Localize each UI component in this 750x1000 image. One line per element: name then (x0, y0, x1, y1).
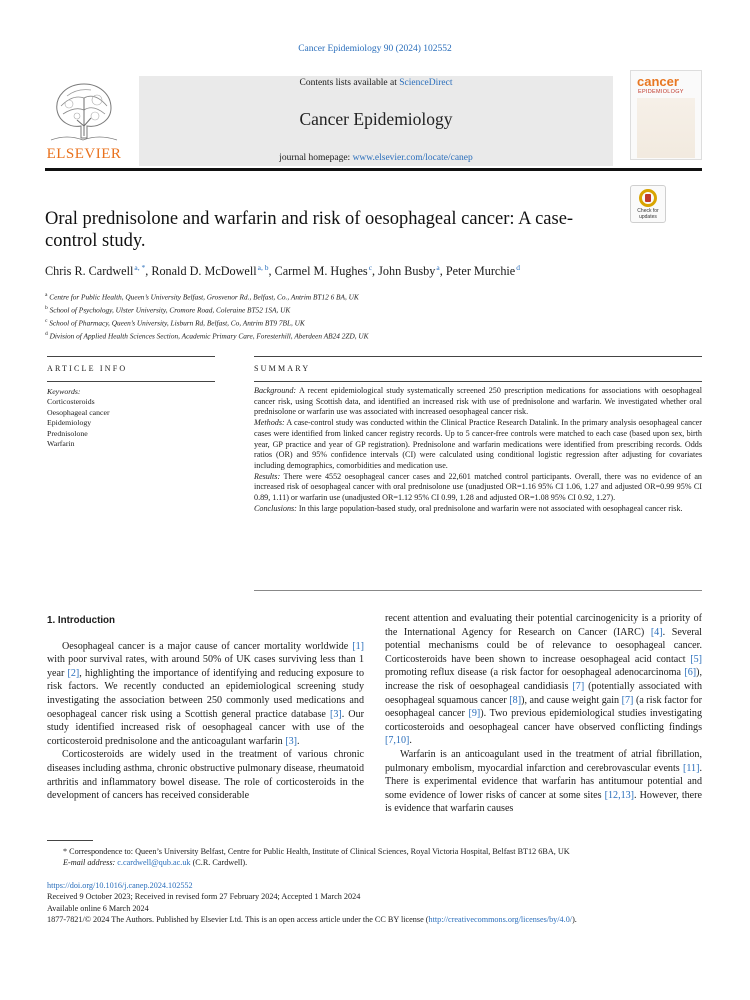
publication-info (47, 880, 707, 925)
correspondence-footnote (47, 846, 702, 869)
cover-title: cancer (637, 74, 679, 89)
bookmark-icon (639, 189, 657, 207)
paragraph-text: Oesophageal cancer is a major cause of cancer mortality worldwide (62, 640, 353, 652)
summary-top-rule (254, 356, 702, 357)
author-separator: , (439, 264, 446, 279)
citation-link[interactable]: [3] (329, 708, 342, 720)
summary-heading: SUMMARY (254, 364, 311, 373)
paragraph (47, 748, 364, 802)
footnote-marker: * (63, 847, 68, 856)
received-dates: Received 9 October 2023; Received in revised form 27 February 2024; Accepted 1 March 2024 (47, 892, 361, 902)
journal-info-box (139, 76, 613, 166)
cover-subtitle: EPIDEMIOLOGY (638, 89, 684, 95)
affiliation (45, 316, 705, 329)
body-column-right (385, 612, 702, 816)
paragraph-text: promoting reflux disease (a risk factor for oesophageal adenocarcinoma (385, 667, 685, 679)
elsevier-logo[interactable] (45, 76, 123, 166)
author-affiliation-marker[interactable]: a, b (257, 263, 269, 272)
citation-link[interactable]: [5] (690, 653, 702, 665)
citation-link[interactable]: [11] (683, 762, 700, 774)
doi-link[interactable]: https://doi.org/10.1016/j.canep.2024.102552 (47, 881, 193, 890)
license-line (47, 914, 707, 925)
keyword-list (47, 397, 110, 450)
affiliation-text: Centre for Public Health, Queen’s University Belfast, Grosvenor Rd., Belfast, Co., Antrim BT12 6 BA, UK (49, 292, 359, 302)
correspondence-text: Correspondence to: Queen’s University Belfast, Centre for Public Health, Institute of Clinical Sciences, Royal Victoria Hospital, Belfast BT12 6BA, UK (67, 847, 570, 856)
header-rule (45, 168, 702, 171)
sciencedirect-link[interactable]: ScienceDirect (399, 78, 453, 88)
affiliation-marker: c (45, 318, 48, 325)
paragraph-text: . However, there is evidence that warfarin causes (385, 789, 702, 815)
email-label: E-mail address: (63, 858, 116, 868)
author-separator: , (145, 264, 152, 279)
paragraph-text: recent attention and evaluating their potential carcinogenicity is a priority of the International Agency for Research on Cancer (IARC) (385, 613, 702, 638)
elsevier-tree-icon (47, 76, 121, 146)
section-heading: 1. Introduction (47, 615, 116, 626)
affiliation (45, 329, 705, 342)
abstract-conclusions (254, 504, 702, 515)
journal-header (45, 68, 702, 166)
contents-prefix: Contents lists available at (299, 78, 400, 88)
homepage-link[interactable]: www.elsevier.com/locate/canep (352, 153, 473, 163)
author[interactable]: Peter Murchie (445, 264, 516, 279)
paragraph-text: Corticosteroids are widely used in the treatment of various chronic diseases including asthma, chronic obstructive pulmonary disease, rheumatoid arthritis and inflammatory bowel disease. The role of corticosteroids in the development of cancers has received considerable (47, 749, 364, 802)
paragraph-text: ), increase the risk of oesophageal candidiasis (385, 667, 702, 692)
article-title: Oral prednisolone and warfarin and risk of oesophageal cancer: A case-control study. (45, 209, 574, 251)
citation-link[interactable]: [8] (509, 694, 522, 706)
author-affiliation-marker[interactable]: d (516, 263, 521, 272)
abstract-label: Conclusions: (254, 503, 297, 513)
abstract (254, 386, 702, 514)
license-text: 1877-7821/© 2024 The Authors. Published by Elsevier Ltd. This is an open access article under the CC BY license ( (47, 914, 429, 924)
keyword: Prednisolone (47, 428, 88, 438)
paragraph-text: ). Two previous epidemiological studies investigating corticosteroids and oesophageal cancer have observed conflicting findings (385, 708, 702, 733)
abstract-label: Methods: (254, 418, 285, 428)
affiliation (45, 303, 705, 316)
cover-artwork (637, 98, 695, 158)
paragraph-text: . (297, 735, 300, 747)
paragraph-text: , highlighting the importance of identifying and reducing exposure to risk factors. We recently conducted an epidemiological screening study investigating the association between 250 commonly used medications and oesophageal cancer risk using a Scottish general practice database (47, 667, 364, 720)
keywords-label: Keywords: (47, 387, 81, 396)
check-updates-label: Check for updates (637, 208, 659, 220)
license-link[interactable]: http://creativecommons.org/licenses/by/4.0/ (428, 914, 573, 924)
affiliation-text: School of Psychology, Ulster University, Cromore Road, Coleraine BT52 1SA, UK (49, 305, 291, 315)
affiliation-marker: d (45, 331, 48, 338)
author-separator: , (268, 264, 275, 279)
citation-link[interactable]: [3] (285, 735, 298, 747)
available-online: Available online 6 March 2024 (47, 903, 149, 913)
footnote-rule (47, 840, 93, 841)
citation-link[interactable]: [9] (468, 708, 481, 720)
paragraph-text: . Our study identified increased risk of oesophageal cancer with use of the corticosteroid prednisolone and the anticoagulant warfarin (47, 708, 364, 747)
abstract-text: In this large population-based study, oral prednisolone and warfarin were not associated with oesophageal cancer risk. (296, 503, 683, 513)
keyword: Warfarin (47, 439, 75, 448)
author-affiliation-marker[interactable]: c (368, 263, 373, 272)
journal-reference-link[interactable]: Cancer Epidemiology 90 (2024) 102552 (298, 44, 452, 54)
paragraph-text: with poor survival rates, with around 50% of UK cases surviving less than 1 year (47, 654, 364, 679)
affiliation-marker: b (45, 305, 48, 312)
citation-link[interactable]: [7] (621, 694, 634, 706)
article-info-heading: ARTICLE INFO (47, 364, 128, 373)
homepage-prefix: journal homepage: (279, 153, 353, 163)
license-suffix: ). (572, 914, 577, 924)
abstract-label: Background: (254, 386, 297, 395)
paragraph-text: Warfarin is an anticoagulant used in the treatment of atrial fibrillation, pulmonary embolism, myocardial infarction and cerebrovascular events (385, 748, 702, 774)
author-affiliation-marker[interactable]: a (436, 263, 440, 272)
author[interactable]: Ronald D. McDowell (151, 264, 257, 279)
abstract-label: Results: (254, 471, 281, 481)
affiliation-text: School of Pharmacy, Queen’s University, Lisburn Rd, Belfast, Co, Antrim BT9 7BL, UK (49, 318, 305, 328)
author-list (45, 263, 705, 279)
author[interactable]: Carmel M. Hughes (274, 264, 368, 279)
author-separator: , (372, 264, 379, 279)
affiliation-marker: a (45, 292, 48, 298)
author[interactable]: Chris R. Cardwell (45, 264, 134, 279)
contents-line (139, 78, 613, 88)
check-for-updates-badge[interactable] (630, 185, 666, 223)
citation-link[interactable]: [6] (684, 667, 697, 679)
abstract-results (254, 472, 702, 504)
affiliation-text: Division of Applied Health Sciences Section, Academic Primary Care, Foresterhill, Aberdeen AB24 2ZD, UK (49, 331, 369, 341)
citation-link[interactable]: [7,10] (385, 735, 410, 747)
homepage-line (139, 153, 613, 163)
paragraph (47, 640, 364, 749)
citation-link[interactable]: [7] (572, 680, 585, 692)
citation-link[interactable]: [2] (67, 667, 80, 679)
summary-bottom-rule (254, 590, 702, 591)
publisher-name: ELSEVIER (46, 146, 122, 162)
article-info-top-rule (47, 356, 215, 357)
abstract-background (254, 386, 702, 418)
citation-link[interactable]: [1] (352, 640, 364, 652)
abstract-text: A case-control study was conducted within the Clinical Practice Research Datalink. In the primary analysis oesophageal cancer cases were identified from linked cancer registry records. Up to 5 cancer-free controls were matched to each case (based upon sex, birth year, GP practice and year of GP registration). Prednisolone and warfarin medications were identified from prescribing records. Odds ratios (OR) and 95% confidence intervals (CI) were calculated using conditional logistic regression after adjusting for covariates including demographics, comorbidities and medication use. (254, 418, 702, 470)
journal-title: Cancer Epidemiology (299, 109, 453, 129)
affiliation-list (45, 290, 705, 342)
paragraph-text: ), and cause weight gain (521, 694, 622, 706)
keyword: Oesophageal cancer (47, 407, 110, 417)
journal-cover[interactable] (630, 70, 702, 160)
paragraph-text: . (409, 735, 412, 747)
body-column-left (47, 614, 364, 803)
paragraph (385, 748, 702, 816)
email-link[interactable]: c.cardwell@qub.ac.uk (117, 858, 191, 868)
paragraph-text: (potentially associated with oesophageal squamous cancer (385, 680, 702, 706)
keyword: Epidemiology (47, 418, 92, 427)
summary-rule (254, 381, 702, 382)
paragraph-text: . Several potential mechanisms could be of relevance to oesophageal cancer. Corticosteroids have been shown to increase oesophageal acid contact (385, 626, 702, 665)
citation-link[interactable]: [12,13] (604, 789, 635, 801)
author[interactable]: John Busby (378, 264, 436, 279)
affiliation (45, 290, 705, 303)
citation-link[interactable]: [4] (650, 626, 663, 638)
author-affiliation-marker[interactable]: a, * (134, 263, 146, 272)
paragraph-text: . There is experimental evidence that warfarin has antitumour potential and some evidence of lower risks of cancer at some sites (385, 762, 702, 801)
abstract-methods (254, 418, 702, 472)
email-suffix: (C.R. Cardwell). (190, 858, 248, 868)
keyword: Corticosteroids (47, 397, 95, 406)
article-info-rule (47, 381, 215, 382)
abstract-text: There were 4552 oesophageal cancer cases and 22,601 matched control participants. Overall, there was no evidence of an increased risk of oesophageal cancer with oral prednisolone use (unadjusted OR=1.16 95% CI 1.06, 1.27 and adjusted OR=0.99 95% CI 0.89, 1.11) or warfarin use (unadjusted OR=1.12 95% CI 0.99, 1.28 and adjusted OR=1.08 95% CI 0.92, 1.27). (254, 471, 702, 503)
paragraph (385, 612, 702, 748)
paragraph-text: (a risk factor for oesophageal cancer (385, 694, 702, 720)
abstract-text: A recent epidemiological study systematically screened 250 prescription medications for associations with oesophageal cancer risk, using Scottish data, and identified an increased risk with use of prednisolone and warfarin. We investigated whether oral prednisolone or warfarin use was associated with increased oesophageal cancer risk. (254, 386, 702, 417)
